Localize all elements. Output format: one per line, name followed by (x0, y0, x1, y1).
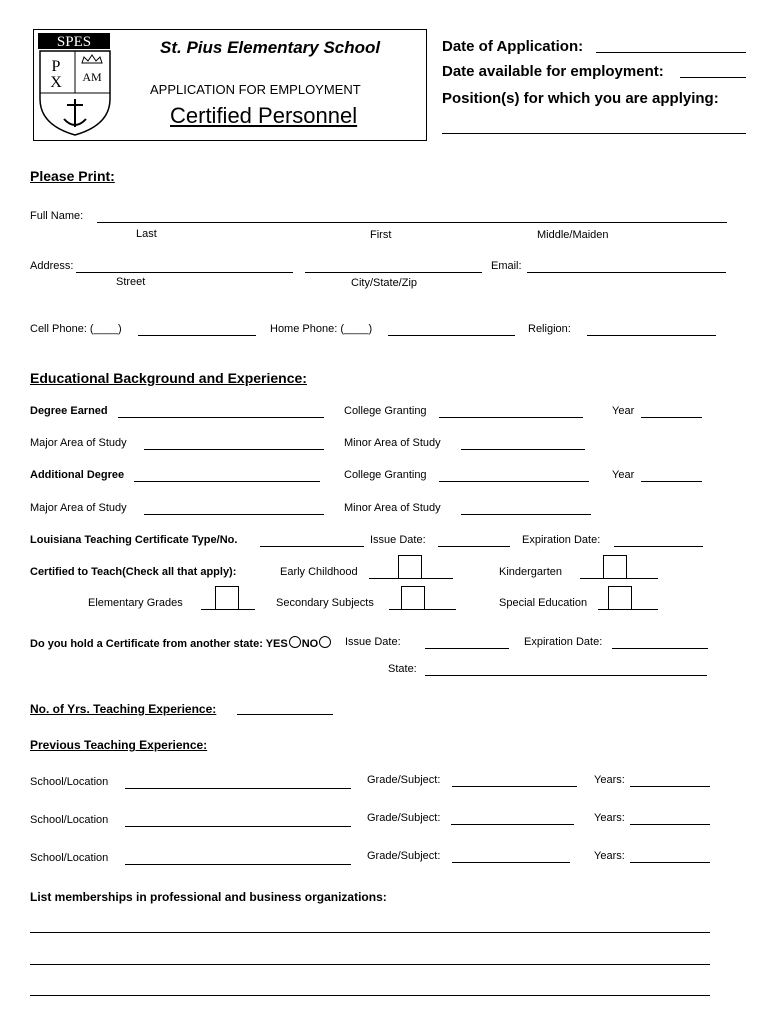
school-location-field-2[interactable] (125, 826, 351, 827)
school-location-field-3[interactable] (125, 864, 351, 865)
previous-experience-heading: Previous Teaching Experience: (30, 738, 208, 752)
cell-phone-label: Cell Phone: (____) (30, 323, 122, 335)
first-name-label: First (370, 229, 392, 241)
year-label-1: Year (612, 405, 635, 417)
degree-earned-label: Degree Earned (30, 405, 108, 417)
major-field-1[interactable] (144, 449, 324, 450)
school-location-label-1: School/Location (30, 776, 109, 788)
expiration-date-label: Expiration Date: (522, 534, 601, 546)
school-location-label-2: School/Location (30, 814, 109, 826)
years-field-2[interactable] (630, 824, 710, 825)
full-name-label: Full Name: (30, 210, 84, 222)
email-label: Email: (491, 260, 522, 272)
street-label: Street (116, 276, 146, 288)
years-experience-label: No. of Yrs. Teaching Experience: (30, 702, 217, 716)
degree-earned-field[interactable] (118, 417, 324, 418)
grade-subject-label-3: Grade/Subject: (367, 850, 441, 862)
major-label-2: Major Area of Study (30, 502, 127, 514)
expiration-date-label-2: Expiration Date: (524, 636, 603, 648)
major-label-1: Major Area of Study (30, 437, 127, 449)
date-available-field[interactable] (680, 77, 746, 78)
memberships-line-1[interactable] (30, 932, 710, 933)
college-granting-field-1[interactable] (439, 417, 583, 418)
school-location-field-1[interactable] (125, 788, 351, 789)
kindergarten-checkbox[interactable] (603, 555, 627, 579)
minor-label-1: Minor Area of Study (344, 437, 441, 449)
la-certificate-field[interactable] (260, 546, 364, 547)
memberships-label: List memberships in professional and business organizations: (30, 890, 387, 904)
grade-subject-field-2[interactable] (451, 824, 574, 825)
yes-radio[interactable] (289, 636, 301, 648)
elementary-grades-checkbox[interactable] (215, 586, 239, 610)
home-phone-label: Home Phone: (____) (270, 323, 373, 335)
grade-subject-label-2: Grade/Subject: (367, 812, 441, 824)
application-title: APPLICATION FOR EMPLOYMENT (150, 82, 361, 97)
street-field[interactable] (76, 272, 293, 273)
years-label-3: Years: (594, 850, 625, 862)
religion-label: Religion: (528, 323, 571, 335)
year-label-2: Year (612, 469, 635, 481)
form-title: Certified Personnel (170, 103, 358, 128)
year-field-2[interactable] (641, 481, 702, 482)
grade-subject-label-1: Grade/Subject: (367, 774, 441, 786)
other-state-question-text: Do you hold a Certificate from another state: YES (30, 638, 288, 650)
elementary-grades-label: Elementary Grades (88, 597, 183, 609)
other-state-question (30, 636, 332, 650)
memberships-line-2[interactable] (30, 964, 710, 965)
expiration-date-field-2[interactable] (612, 648, 708, 649)
special-education-label: Special Education (499, 597, 588, 609)
minor-label-2: Minor Area of Study (344, 502, 441, 514)
years-label-1: Years: (594, 774, 625, 786)
special-education-checkbox[interactable] (608, 586, 632, 610)
additional-degree-label: Additional Degree (30, 469, 125, 481)
early-childhood-checkbox[interactable] (398, 555, 422, 579)
early-childhood-label: Early Childhood (280, 566, 358, 578)
years-label-2: Years: (594, 812, 625, 824)
years-experience-field[interactable] (237, 714, 333, 715)
issue-date-field-2[interactable] (425, 648, 509, 649)
years-field-1[interactable] (630, 786, 710, 787)
positions-field[interactable] (442, 133, 746, 134)
cell-phone-field[interactable] (138, 335, 256, 336)
college-granting-label-2: College Granting (344, 469, 427, 481)
svg-text:P: P (51, 58, 61, 75)
minor-field-1[interactable] (461, 449, 585, 450)
positions-label: Position(s) for which you are applying: (442, 90, 719, 107)
email-field[interactable] (527, 272, 726, 273)
secondary-subjects-label: Secondary Subjects (276, 597, 374, 609)
years-field-3[interactable] (630, 862, 710, 863)
full-name-field[interactable] (97, 222, 727, 223)
city-state-zip-field[interactable] (305, 272, 482, 273)
no-radio[interactable] (319, 636, 331, 648)
logo-monogram: AM (82, 70, 102, 84)
last-name-label: Last (136, 228, 157, 240)
svg-text:X: X (50, 74, 62, 91)
no-label: NO (301, 638, 319, 650)
education-heading: Educational Background and Experience: (30, 370, 307, 386)
grade-subject-field-3[interactable] (452, 862, 570, 863)
please-print-heading: Please Print: (30, 168, 115, 184)
middle-name-label: Middle/Maiden (537, 229, 609, 241)
la-certificate-label: Louisiana Teaching Certificate Type/No. (30, 534, 238, 546)
secondary-subjects-checkbox[interactable] (401, 586, 425, 610)
home-phone-field[interactable] (388, 335, 515, 336)
date-available-label: Date available for employment: (442, 63, 664, 80)
grade-subject-field-1[interactable] (452, 786, 577, 787)
expiration-date-field[interactable] (614, 546, 703, 547)
issue-date-label-2: Issue Date: (345, 636, 401, 648)
issue-date-field[interactable] (438, 546, 510, 547)
school-name: St. Pius Elementary School (160, 38, 381, 57)
certified-to-teach-label: Certified to Teach(Check all that apply): (30, 566, 237, 578)
minor-field-2[interactable] (461, 514, 591, 515)
college-granting-field-2[interactable] (439, 481, 589, 482)
school-logo (34, 29, 120, 139)
religion-field[interactable] (587, 335, 716, 336)
date-of-application-label: Date of Application: (442, 38, 584, 55)
city-state-zip-label: City/State/Zip (351, 277, 418, 289)
school-location-label-3: School/Location (30, 852, 109, 864)
date-of-application-field[interactable] (596, 52, 746, 53)
memberships-line-3[interactable] (30, 995, 710, 996)
kindergarten-label: Kindergarten (499, 566, 562, 578)
issue-date-label: Issue Date: (370, 534, 426, 546)
college-granting-label-1: College Granting (344, 405, 427, 417)
year-field-1[interactable] (641, 417, 702, 418)
major-field-2[interactable] (144, 514, 324, 515)
additional-degree-field[interactable] (134, 481, 320, 482)
state-label: State: (388, 663, 417, 675)
address-label: Address: (30, 260, 74, 272)
logo-text: SPES (56, 34, 92, 50)
state-field[interactable] (425, 675, 707, 676)
